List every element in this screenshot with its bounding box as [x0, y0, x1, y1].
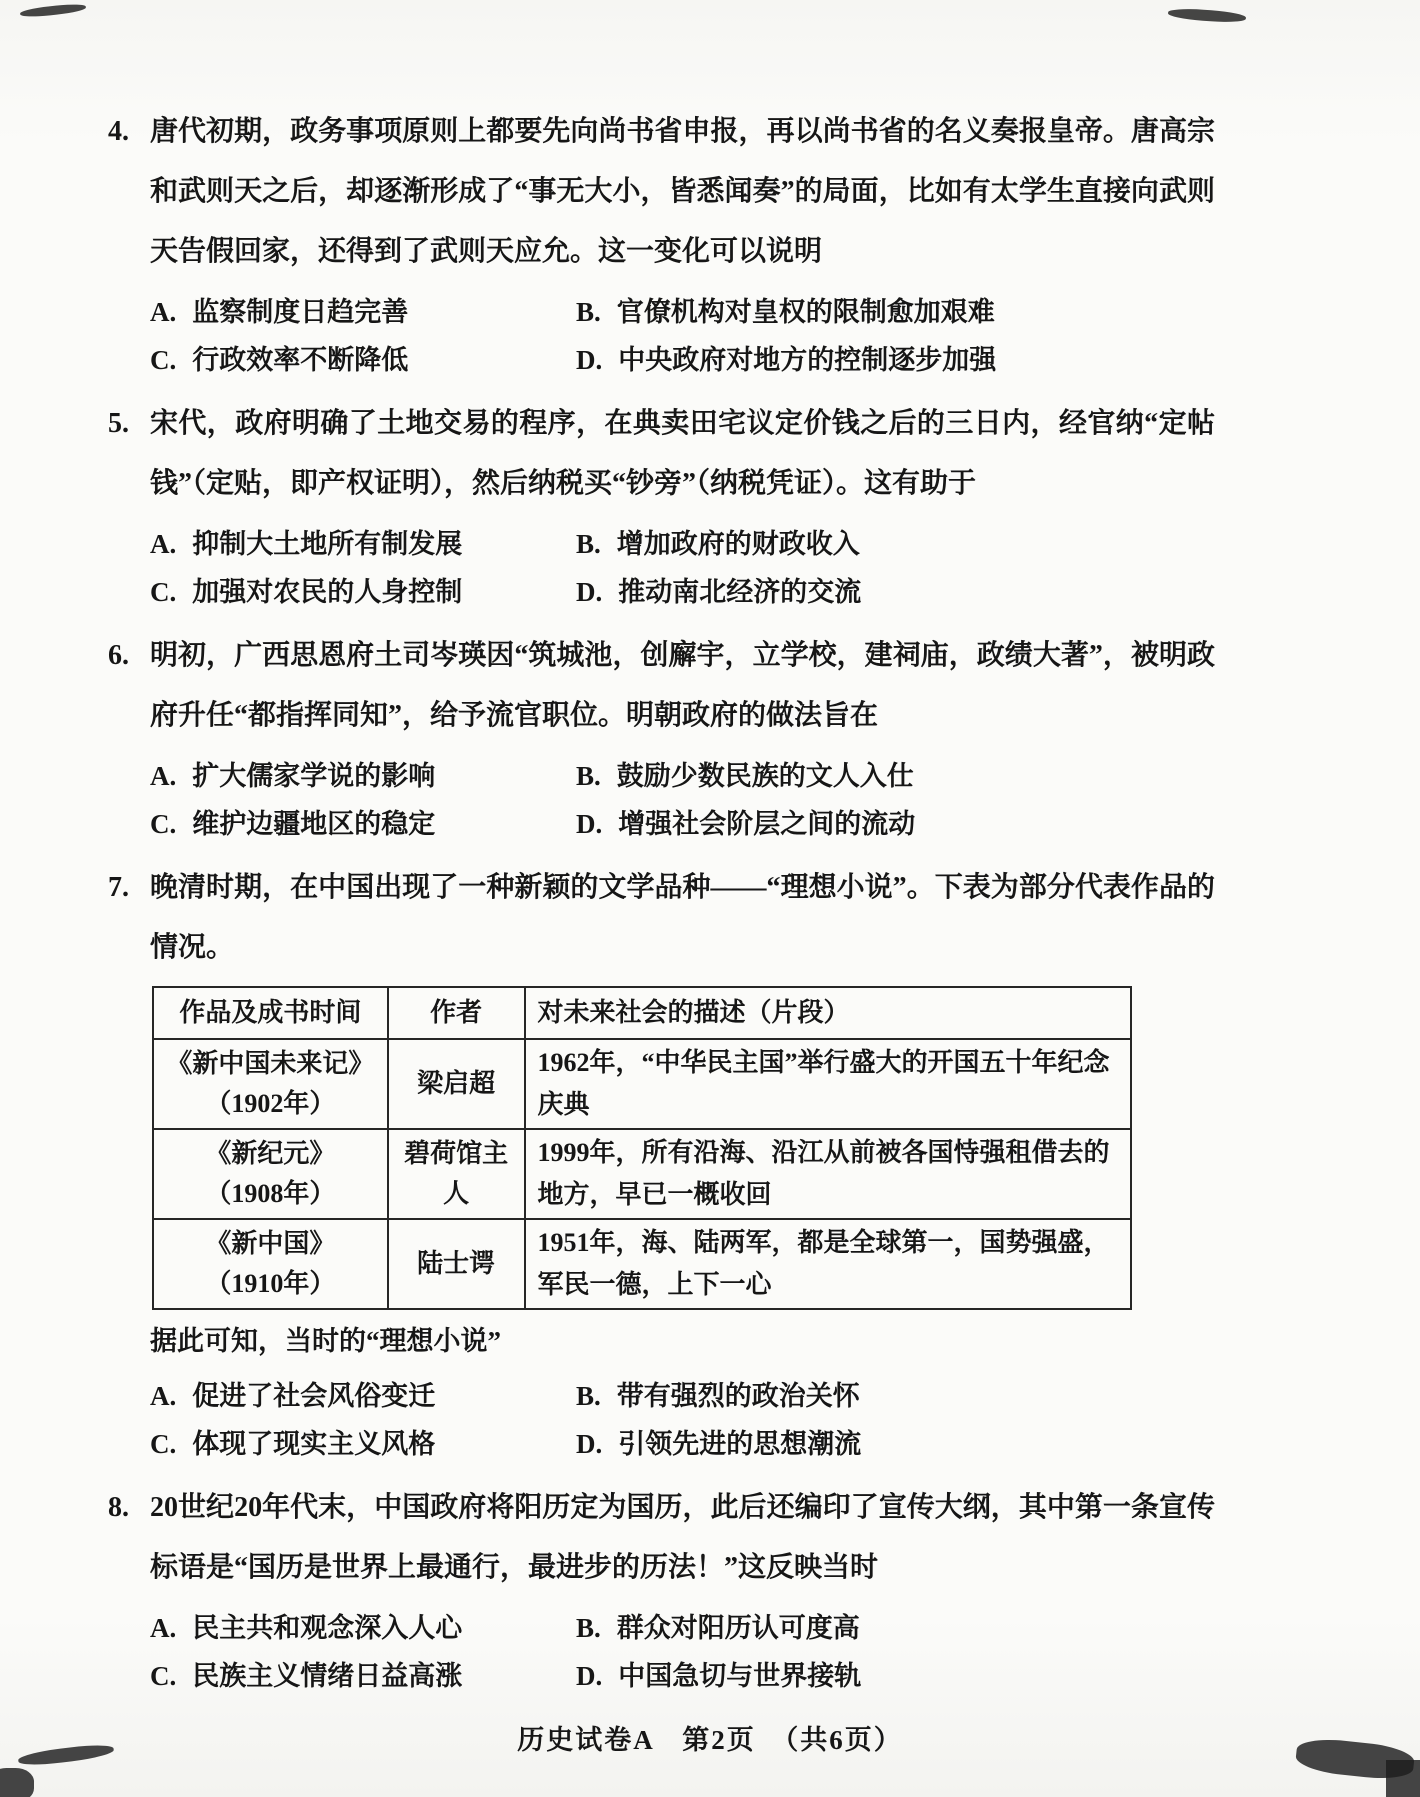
work-year: （1902年） — [205, 1089, 336, 1118]
question-7-conclusion: 据此可知，当时的“理想小说” — [150, 1326, 501, 1356]
option-label: D. — [576, 1429, 603, 1459]
question-7 — [108, 858, 1215, 1468]
option-label: D. — [576, 809, 603, 839]
question-5-option-d — [576, 568, 1215, 616]
table-cell-author: 梁启超 — [388, 1039, 525, 1129]
question-7-option-a — [150, 1372, 576, 1420]
work-year: （1910年） — [205, 1269, 336, 1298]
option-text: 官僚机构对皇权的限制愈加艰难 — [616, 297, 995, 327]
option-label: A. — [150, 1381, 177, 1411]
table-header-description: 对未来社会的描述（片段） — [525, 987, 1131, 1039]
option-text: 加强对农民的人身控制 — [192, 577, 463, 607]
question-4-body — [150, 102, 1215, 384]
question-6-option-b — [576, 752, 1215, 800]
question-7-option-b — [576, 1372, 1215, 1420]
question-5-stem: 宋代，政府明确了土地交易的程序，在典卖田宅议定价钱之后的三日内，经官纳“定帖钱”（定贴，即产权证明），然后纳税买“钞旁”（纳税凭证）。这有助于 — [150, 408, 1215, 499]
question-5-option-a — [150, 520, 576, 568]
option-label: B. — [576, 761, 601, 791]
table-cell-description: 1999年，所有沿海、沿江从前被各国恃强租借去的地方，早已一概收回 — [525, 1129, 1131, 1219]
question-5-option-c — [150, 568, 576, 616]
table-cell-description: 1951年，海、陆两军，都是全球第一，国势强盛，军民一德，上下一心 — [525, 1219, 1131, 1309]
question-8-option-a — [150, 1604, 576, 1652]
table-cell-description: 1962年，“中华民主国”举行盛大的开国五十年纪念庆典 — [525, 1039, 1131, 1129]
table-cell-work — [153, 1129, 388, 1219]
work-year: （1908年） — [205, 1179, 336, 1208]
page-content — [108, 102, 1215, 1710]
question-4-options — [150, 288, 1215, 384]
question-5-body — [150, 394, 1215, 616]
option-text: 扩大儒家学说的影响 — [192, 761, 436, 791]
table-row — [153, 1219, 1131, 1309]
option-text: 中央政府对地方的控制逐步加强 — [618, 345, 997, 375]
table-row — [153, 1129, 1131, 1219]
question-6-option-d — [576, 800, 1215, 848]
option-text: 带有强烈的政治关怀 — [616, 1381, 860, 1411]
question-8-number: 8. — [108, 1492, 129, 1523]
question-7-stem: 晚清时期，在中国出现了一种新颖的文学品种——“理想小说”。下表为部分代表作品的情况。 — [150, 872, 1215, 963]
question-6 — [108, 626, 1215, 848]
option-label: A. — [150, 1613, 177, 1643]
question-4-option-d — [576, 336, 1215, 384]
question-5 — [108, 394, 1215, 616]
option-label: A. — [150, 529, 177, 559]
table-cell-work — [153, 1039, 388, 1129]
table-row — [153, 1039, 1131, 1129]
option-text: 推动南北经济的交流 — [618, 577, 862, 607]
option-label: B. — [576, 297, 601, 327]
question-8-option-b — [576, 1604, 1215, 1652]
question-8 — [108, 1478, 1215, 1700]
question-6-number: 6. — [108, 640, 129, 671]
option-label: B. — [576, 1381, 601, 1411]
question-5-number: 5. — [108, 408, 129, 439]
option-text: 中国急切与世界接轨 — [618, 1661, 862, 1691]
option-text: 引领先进的思想潮流 — [618, 1429, 862, 1459]
question-4-option-a — [150, 288, 576, 336]
option-label: A. — [150, 297, 177, 327]
page-footer: 历史试卷A 第2页 （共6页） — [517, 1725, 903, 1755]
question-6-options — [150, 752, 1215, 848]
table-cell-author: 陆士谔 — [388, 1219, 525, 1309]
question-8-option-c — [150, 1652, 576, 1700]
option-text: 体现了现实主义风格 — [192, 1429, 436, 1459]
option-label: C. — [150, 345, 177, 375]
question-4-option-c — [150, 336, 576, 384]
work-title: 《新纪元》 — [205, 1139, 336, 1168]
question-5-options — [150, 520, 1215, 616]
question-6-option-c — [150, 800, 576, 848]
table-cell-author: 碧荷馆主人 — [388, 1129, 525, 1219]
option-label: C. — [150, 1661, 177, 1691]
question-4-number: 4. — [108, 116, 129, 147]
option-text: 监察制度日趋完善 — [192, 297, 409, 327]
option-text: 抑制大土地所有制发展 — [192, 529, 463, 559]
option-label: C. — [150, 809, 177, 839]
option-label: D. — [576, 345, 603, 375]
question-7-option-d — [576, 1420, 1215, 1468]
question-7-options — [150, 1372, 1215, 1468]
table-header-author: 作者 — [388, 987, 525, 1039]
option-text: 民族主义情绪日益高涨 — [192, 1661, 463, 1691]
question-6-body — [150, 626, 1215, 848]
question-8-options — [150, 1604, 1215, 1700]
scan-artifact-top-left — [20, 3, 87, 19]
option-label: B. — [576, 529, 601, 559]
question-4-option-b — [576, 288, 1215, 336]
table-header-work: 作品及成书时间 — [153, 987, 388, 1039]
table-header-row — [153, 987, 1131, 1039]
option-label: C. — [150, 577, 177, 607]
option-text: 民主共和观念深入人心 — [192, 1613, 463, 1643]
question-4-stem: 唐代初期，政务事项原则上都要先向尚书省申报，再以尚书省的名义奏报皇帝。唐高宗和武则天之后，却逐渐形成了“事无大小，皆悉闻奏”的局面，比如有太学生直接向武则天告假回家，还得到了武则天应允。这一变化可以说明 — [150, 116, 1215, 267]
ideal-novels-table — [152, 986, 1132, 1310]
question-7-number: 7. — [108, 872, 129, 903]
question-6-stem: 明初，广西思恩府土司岑瑛因“筑城池，创廨宇，立学校，建祠庙，政绩大著”，被明政府升任“都指挥同知”，给予流官职位。明朝政府的做法旨在 — [150, 640, 1215, 731]
question-8-option-d — [576, 1652, 1215, 1700]
option-label: A. — [150, 761, 177, 791]
scan-artifact-top-right — [1168, 7, 1247, 23]
option-label: C. — [150, 1429, 177, 1459]
option-text: 促进了社会风俗变迁 — [192, 1381, 436, 1411]
question-4 — [108, 102, 1215, 384]
option-label: B. — [576, 1613, 601, 1643]
option-label: D. — [576, 1661, 603, 1691]
work-title: 《新中国未来记》 — [166, 1049, 375, 1078]
scan-artifact-bottom-right-corner — [1386, 1760, 1420, 1797]
option-text: 增加政府的财政收入 — [616, 529, 860, 559]
table-cell-work — [153, 1219, 388, 1309]
option-text: 群众对阳历认可度高 — [616, 1613, 860, 1643]
work-title: 《新中国》 — [205, 1229, 336, 1258]
question-7-body — [150, 858, 1215, 1468]
option-text: 维护边疆地区的稳定 — [192, 809, 436, 839]
question-6-option-a — [150, 752, 576, 800]
option-text: 鼓励少数民族的文人入仕 — [616, 761, 914, 791]
question-7-option-c — [150, 1420, 576, 1468]
question-8-stem: 20世纪20年代末，中国政府将阳历定为国历，此后还编印了宣传大纲，其中第一条宣传标语是“国历是世界上最通行，最进步的历法！”这反映当时 — [150, 1492, 1215, 1583]
question-5-option-b — [576, 520, 1215, 568]
question-8-body — [150, 1478, 1215, 1700]
option-text: 增强社会阶层之间的流动 — [618, 809, 916, 839]
scan-artifact-bottom-left-corner — [0, 1768, 34, 1797]
option-label: D. — [576, 577, 603, 607]
option-text: 行政效率不断降低 — [192, 345, 409, 375]
